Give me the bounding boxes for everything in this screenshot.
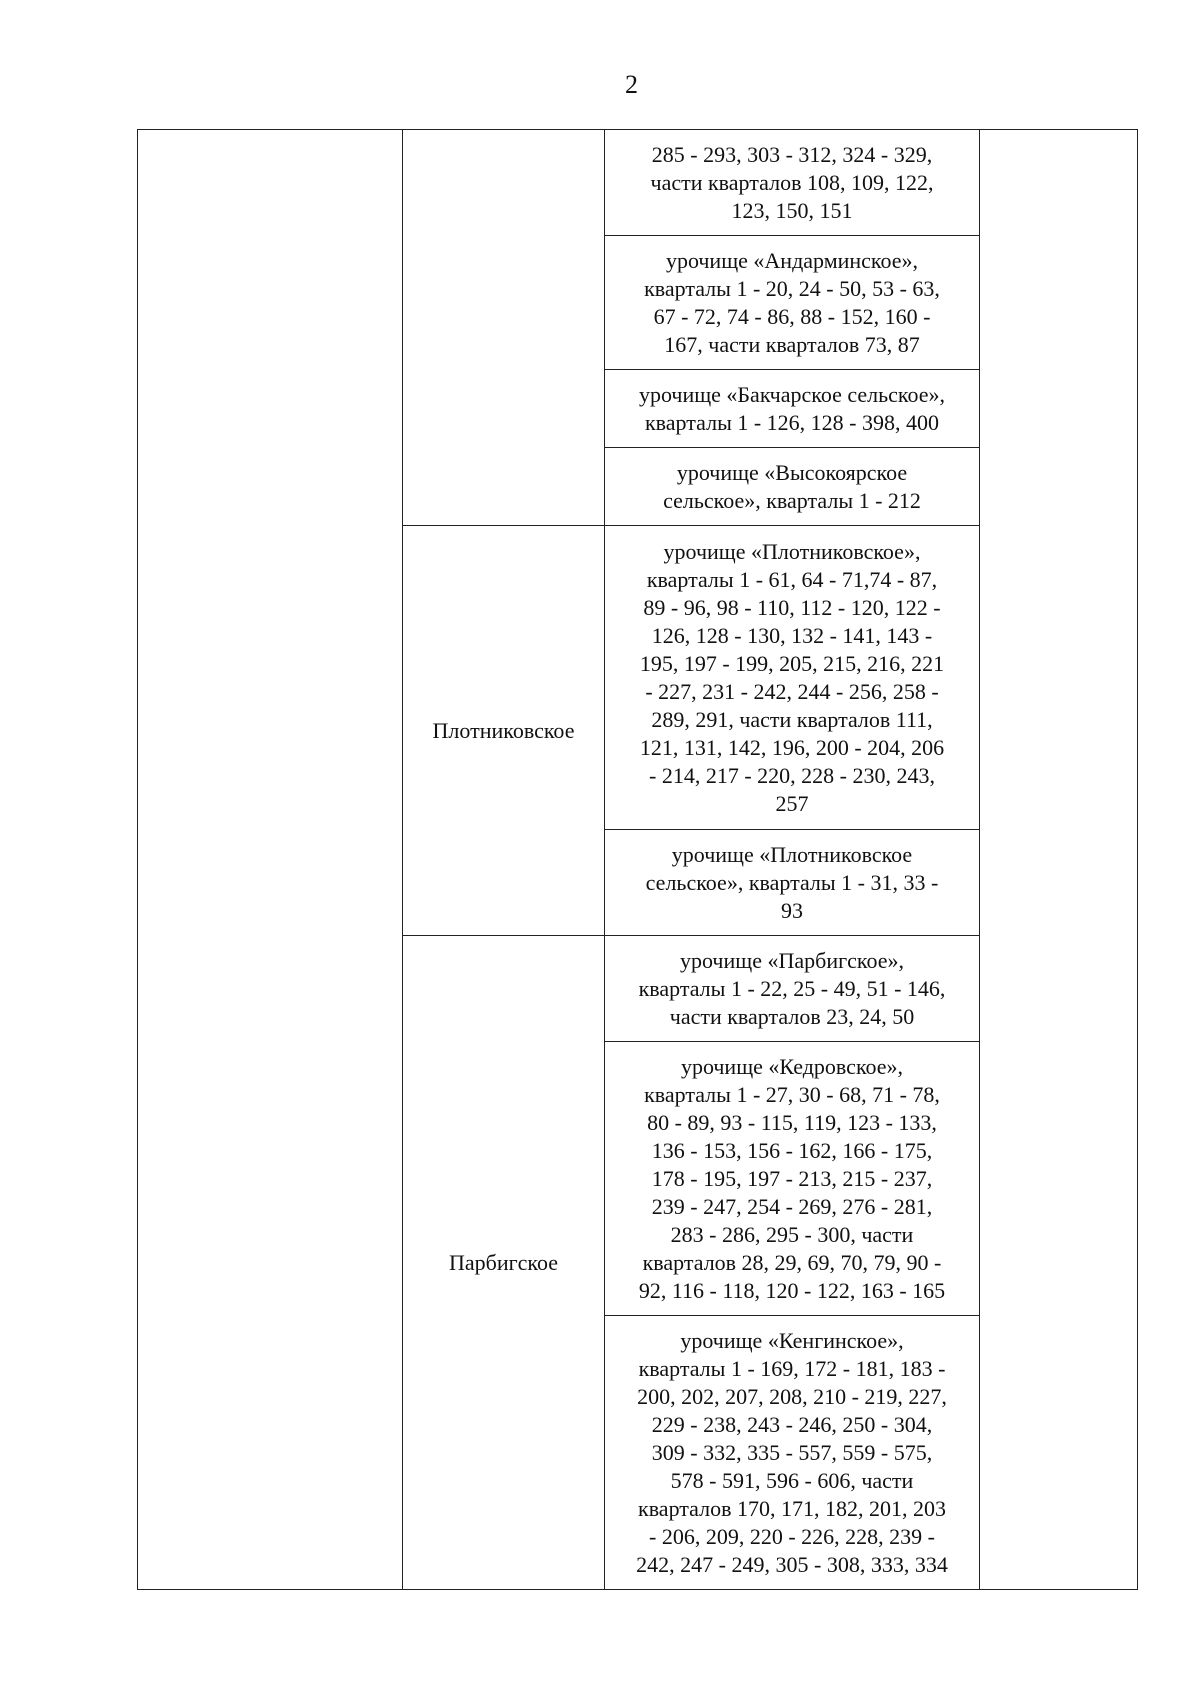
tract-cell [605, 236, 980, 370]
tract-text: урочище «Андарминское», кварталы 1 - 20, 24 - 50, 53 - 63, 67 - 72, 74 - 86, 88 - 152, 160 - 167, части кварталов 73, 87 [644, 247, 940, 357]
district-label: Парбигское [448, 1249, 558, 1275]
page-number: 2 [625, 70, 638, 99]
tract-cell [605, 526, 980, 830]
tract-cell [605, 936, 980, 1042]
tract-cell [605, 448, 980, 526]
tract-text: урочище «Бакчарское сельское», кварталы 1 - 126, 128 - 398, 400 [638, 381, 946, 435]
tract-cell [605, 370, 980, 448]
forestry-cell [138, 130, 403, 1590]
tract-cell [605, 1316, 980, 1590]
tract-text: урочище «Кенгинское», кварталы 1 - 169, 172 - 181, 183 - 200, 202, 207, 208, 210 - 219, 227, 229 - 238, 243 - 246, 250 - 304, 309 - 332, 335 - 557, 559 - 575, 578 - 591, 596 - 606, части кварталов 170, 171, 182, 201, 203 - 206, 209, 220 - 226, 228, 239 - 242, 247 - 249, 305 - 308, 333, 334 [636, 1327, 948, 1577]
table-row [138, 130, 1138, 236]
tract-text: урочище «Плотниковское сельское», кварталы 1 - 31, 33 - 93 [645, 841, 939, 923]
tract-text: 285 - 293, 303 - 312, 324 - 329, части кварталов 108, 109, 122, 123, 150, 151 [650, 141, 934, 223]
tract-text: урочище «Плотниковское», кварталы 1 - 61, 64 - 71,74 - 87, 89 - 96, 98 - 110, 112 - 120, 122 - 126, 128 - 130, 132 - 141, 143 - 195, 197 - 199, 205, 215, 216, 221 - 227, 231 - 242, 244 - 256, 258 - 289, 291, части кварталов 111, 121, 131, 142, 196, 200 - 204, 206 - 214, 217 - 220, 228 - 230, 243, 257 [639, 538, 945, 816]
district-label: Плотниковское [432, 717, 575, 743]
tract-cell [605, 130, 980, 236]
tract-text: урочище «Парбигское», кварталы 1 - 22, 25 - 49, 51 - 146, части кварталов 23, 24, 50 [638, 947, 946, 1029]
tract-text: урочище «Высокоярское сельское», кварталы 1 - 212 [663, 459, 921, 513]
district-cell [403, 526, 605, 936]
notes-cell [980, 130, 1138, 1590]
tract-text: урочище «Кедровское», кварталы 1 - 27, 30 - 68, 71 - 78, 80 - 89, 93 - 115, 119, 123 - 133, 136 - 153, 156 - 162, 166 - 175, 178 - 195, 197 - 213, 215 - 237, 239 - 247, 254 - 269, 276 - 281, 283 - 286, 295 - 300, части кварталов 28, 29, 69, 70, 79, 90 - 92, 116 - 118, 120 - 122, 163 - 165 [638, 1053, 946, 1303]
district-cell [403, 936, 605, 1590]
tract-cell [605, 1042, 980, 1316]
forestry-table [137, 129, 1138, 1590]
tract-cell [605, 830, 980, 936]
district-cell [403, 130, 605, 526]
